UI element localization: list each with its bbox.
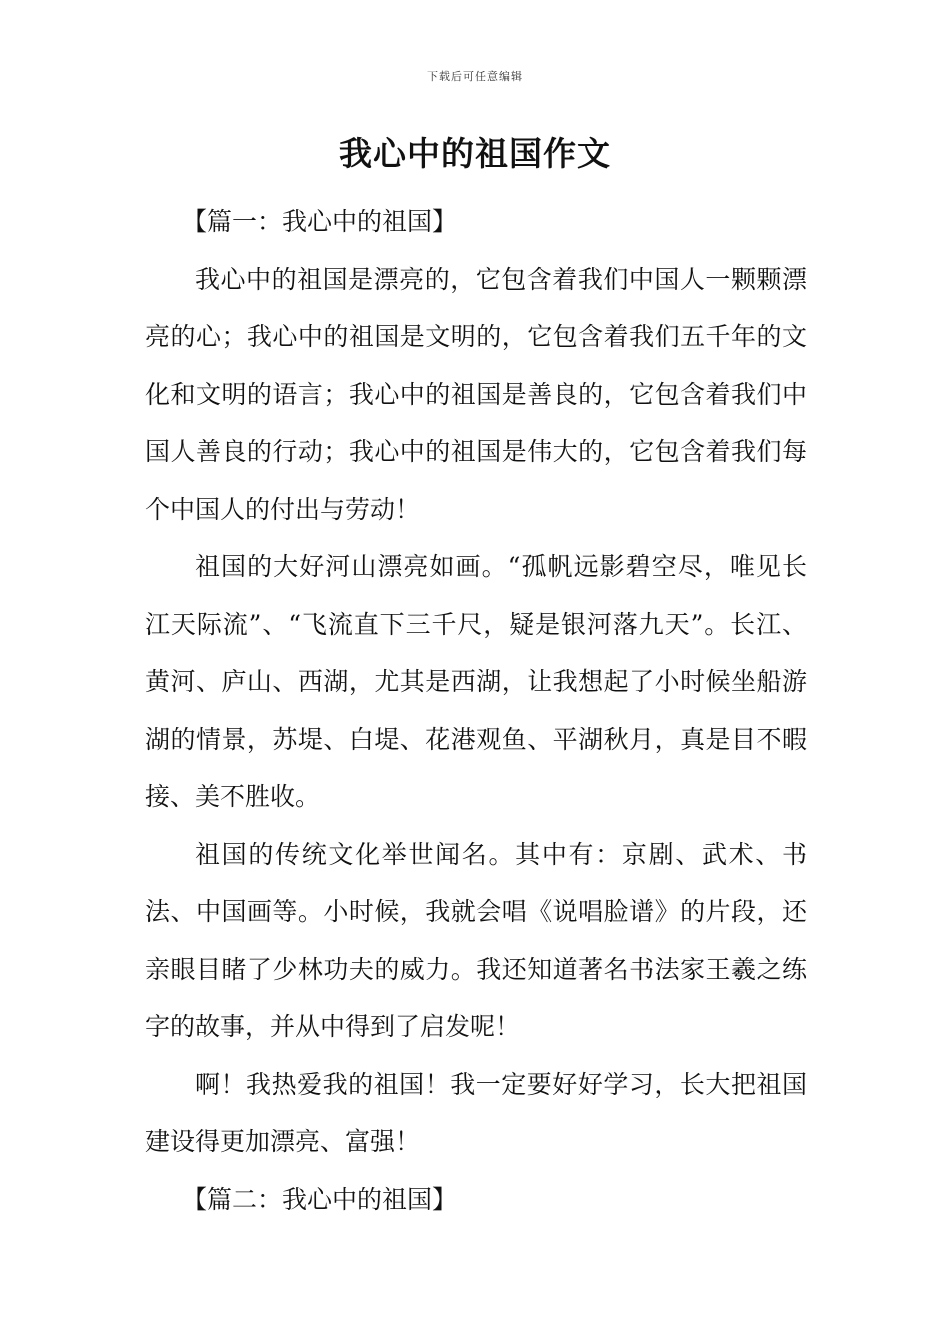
paragraph-1: 我心中的祖国是漂亮的，它包含着我们中国人一颗颗漂亮的心；我心中的祖国是文明的，它包含着我们五千年的文化和文明的语言；我心中的祖国是善良的，它包含着我们中国人善良的行动；我心中的祖国是伟大的，它包含着我们每个中国人的付出与劳动！ [145,264,807,524]
document-title: 我心中的祖国作文 [339,134,611,173]
paragraph-3: 祖国的传统文化举世闻名。其中有：京剧、武术、书法、中国画等。小时候，我就会唱《说唱脸谱》的片段，还亲眼目睹了少林功夫的威力。我还知道著名书法家王羲之练字的故事，并从中得到了启发呢！ [145,839,807,1041]
section-heading-1: 【篇一：我心中的祖国】 [182,207,458,236]
header-note: 下载后可任意编辑 [427,70,523,83]
paragraph-4: 啊！我热爱我的祖国！我一定要好好学习，长大把祖国建设得更加漂亮、富强！ [145,1069,807,1156]
document-body [145,193,807,1228]
section-heading-2: 【篇二：我心中的祖国】 [182,1184,458,1214]
paragraph-2: 祖国的大好河山漂亮如画。“孤帆远影碧空尽，唯见长江天际流”、“飞流直下三千尺，疑是银河落九天”。长江、黄河、庐山、西湖，尤其是西湖，让我想起了小时候坐船游湖的情景，苏堤、白堤、花港观鱼、平湖秋月，真是目不暇接、美不胜收。 [145,552,807,811]
